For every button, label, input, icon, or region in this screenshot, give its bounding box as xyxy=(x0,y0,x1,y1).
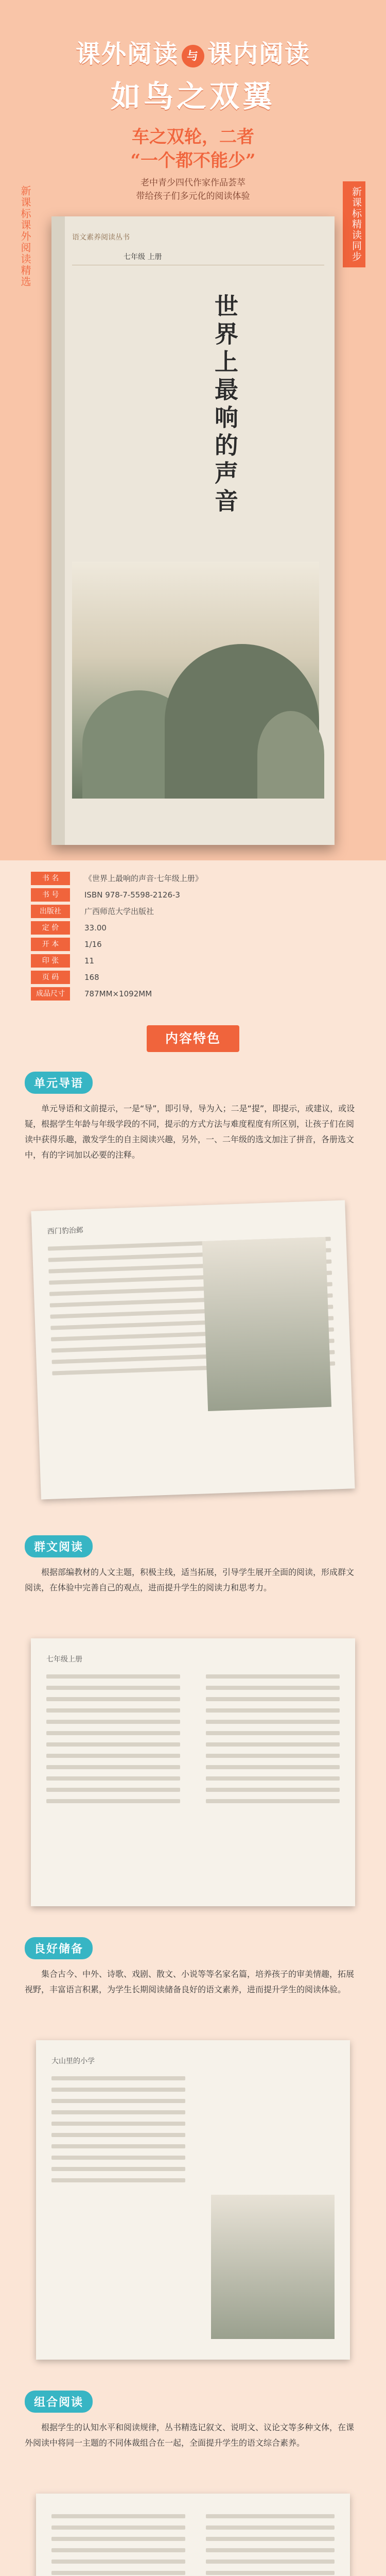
info-row: 页 码 168 xyxy=(31,970,360,985)
side-label: 新课标课外阅读精选 xyxy=(19,185,31,287)
feature-text: 根据学生的认知水平和阅读规律，丛书精选记叙文、说明文、议论文等多种文体，在课外阅读中将同一主题的不同体裁组合在一起，全面提升学生的语文综合素养。 xyxy=(25,2422,355,2448)
info-row: 定 价 33.00 xyxy=(31,920,360,936)
feature-good-reserve xyxy=(25,1937,361,1997)
feature-combined-reading xyxy=(25,2391,361,2451)
sample-text-photo xyxy=(36,2494,350,2576)
feature-text: 根据部编教材的人文主题，积极主线，适当拓展，引导学生展开全面的阅读，形成群文阅读，在体验中完善自己的观点，进而提升学生的阅读力和思考力。 xyxy=(25,1567,355,1592)
hero-line-1: 课外阅读 与 课内阅读 xyxy=(75,40,311,69)
info-row: 开 本 1/16 xyxy=(31,937,360,952)
feature-unit-guide xyxy=(25,1072,361,1163)
connector-badge: 与 xyxy=(182,45,204,67)
hero-tagline: 老中青少四代作家作品荟萃 带给孩子们多元化的阅读体验 xyxy=(136,178,250,201)
info-row: 书 名 《世界上最响的声音·七年级上册》 xyxy=(31,871,360,886)
sample-spread-photo: 七年级上册 xyxy=(31,1638,355,1906)
sample-page-photo: 西门豹治邺 xyxy=(31,1200,355,1500)
feature-text: 单元导语和文前提示，一是“导”，即引导，导为入；二是“提”，即提示，或建议，或设疑，根据学生年龄与年级学段的不同，提示的方式方法与难度程度有所区别，让孩子们在阅读中获得乐趣，激发学生的自主阅读兴趣，另外，一、二年级的选文加注了拼音，各册选文中，有的字词加以必要的注释。 xyxy=(25,1104,355,1160)
book-spine xyxy=(51,216,65,845)
cover-landscape-art xyxy=(72,562,319,799)
feature-label: 单元导语 xyxy=(25,1072,93,1094)
hero-banner xyxy=(0,0,386,860)
feature-label: 良好储备 xyxy=(25,1937,93,1959)
feature-label: 群文阅读 xyxy=(25,1535,93,1557)
sample-illustration-photo: 大山里的小学 xyxy=(36,2040,350,2360)
grade-label: 七年级 上册 xyxy=(124,253,162,261)
features-heading: 内容特色 xyxy=(0,1025,386,1052)
info-row: 印 张 11 xyxy=(31,953,360,969)
feature-text: 集合古今、中外、诗歌、戏剧、散文、小说等等名家名篇，培养孩子的审美情趣，拓展视野，丰富语言积累，为学生长期阅读储备良好的语文素养，进而提升学生的阅读体验。 xyxy=(25,1969,355,1994)
info-row: 成品尺寸 787MM×1092MM xyxy=(31,986,360,1002)
book-cover xyxy=(51,216,335,845)
side-badge: 新课标精读同步 xyxy=(343,181,365,267)
book-title: 世界上最响的声音 xyxy=(211,294,239,516)
info-row: 书 号 ISBN 978-7-5598-2126-3 xyxy=(31,887,360,903)
hero-line-3: 车之双轮，二者 xyxy=(132,127,254,147)
book-info-table xyxy=(0,860,386,1007)
info-row: 出版社 广西师范大学出版社 xyxy=(31,904,360,919)
cover-band xyxy=(72,232,324,265)
feature-group-reading xyxy=(25,1535,361,1596)
hero-line-4: “一个都不能少” xyxy=(130,150,256,171)
feature-label: 组合阅读 xyxy=(25,2391,93,2413)
series-name: 语文素养阅读丛书 xyxy=(72,233,130,242)
hero-line-2: 如鸟之双翼 xyxy=(110,79,275,114)
